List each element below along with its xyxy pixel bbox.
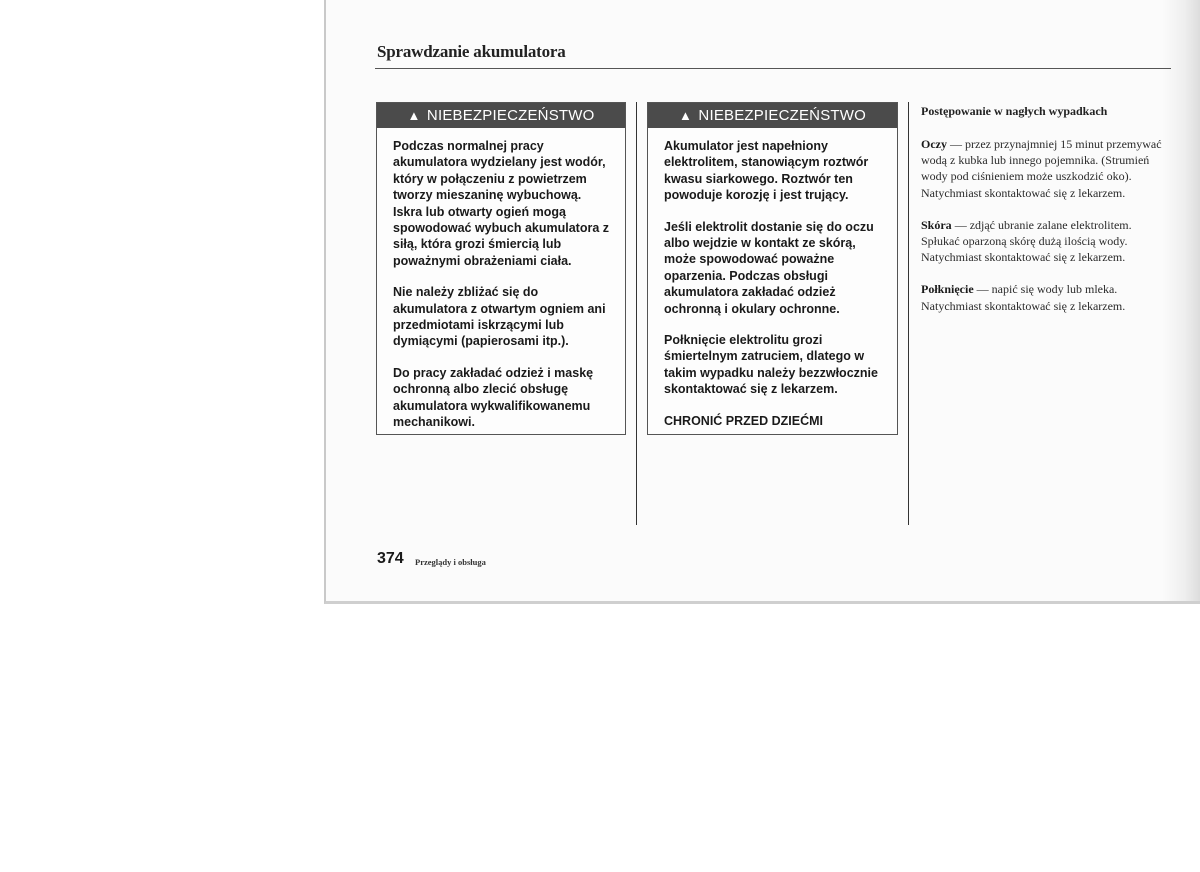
first-aid-separator: — [951,217,970,232]
warning-paragraph: Połknięcie elektrolitu grozi śmiertelnym zatruciem, dlatego w takim wypadku należy bezzwłocznie skontaktować się z lekarzem. [664,333,878,397]
warning-paragraph: Do pracy zakładać odzież i maskę ochronną albo zlecić obsługę akumulatora wykwalifikowanemu mechanikowi. [393,365,594,430]
warning-paragraph: Jeśli elektrolit dostanie się do oczu albo wejdzie w kontakt ze skórą, może spowodować poważne oparzenia. Podczas obsługi akumulatora zakładać odzież ochronną i okulary ochronne. [664,219,874,316]
warning-body [377,128,625,431]
warning-triangle-icon: ▲ [678,108,693,123]
warning-box-electrolyte [647,102,898,435]
warning-paragraph: Podczas normalnej pracy akumulatora wydzielany jest wodór, który w połączeniu z powietrzem tworzy mieszaninę wybuchową. Iskra lub otwarty ogień mogą spowodować wybuch akumulatora z siłą, która grozi śmiercią lub poważnymi obrażeniami ciała. [393,139,610,268]
warning-box-hydrogen [376,102,626,435]
first-aid-term: Połknięcie [921,282,974,297]
first-aid-item-skin [921,217,1171,266]
warning-header-label: NIEBEZPIECZEŃSTWO [426,107,595,124]
first-aid-title: Postępowanie w nagłych wypadkach [921,104,1108,118]
first-aid-item-eyes [921,136,1171,201]
first-aid-text: zdjąć ubranie zalane elektrolitem. Spłukać oparzoną skórę dużą ilością wody. Natychmiast skontaktować się z lekarzem. [921,217,1132,265]
first-aid-text: przez przynajmniej 15 minut przemywać wodą z kubka lub innego pojemnika. (Strumień wody pod ciśnieniem może uszkodzić oko). Natychmiast skontaktować się z lekarzem. [921,137,1162,200]
warning-triangle-icon: ▲ [407,108,421,123]
title-divider [375,68,1171,69]
warning-body [648,128,897,429]
warning-paragraph: Akumulator jest napełniony elektrolitem, stanowiącym roztwór kwasu siarkowego. Roztwór ten powoduje korozję i jest trujący. [664,139,869,203]
first-aid-item-swallow [921,281,1171,313]
first-aid-separator: — [947,137,965,151]
warning-header-label: NIEBEZPIECZEŃSTWO [698,107,867,124]
warning-paragraph: CHRONIĆ PRZED DZIEĆMI [664,413,824,428]
column-divider [908,102,909,525]
warning-header [648,103,897,128]
first-aid-separator: — [973,282,992,297]
first-aid-text: napić się wody lub mleka. Natychmiast skontaktować się z lekarzem. [921,282,1126,313]
page-title: Sprawdzanie akumulatora [377,42,566,61]
page-number: 374 [377,550,404,567]
manual-page [324,0,1200,604]
first-aid-term: Skóra [921,217,952,232]
column-divider [636,102,637,525]
first-aid-section [921,136,1171,330]
warning-header [377,103,625,128]
warning-paragraph: Nie należy zbliżać się do akumulatora z otwartym ogniem ani przedmiotami iskrzącymi lub dymiącymi (papierosami itp.). [393,285,606,349]
section-name: Przeglądy i obsługa [415,557,486,567]
first-aid-term: Oczy [921,137,947,151]
